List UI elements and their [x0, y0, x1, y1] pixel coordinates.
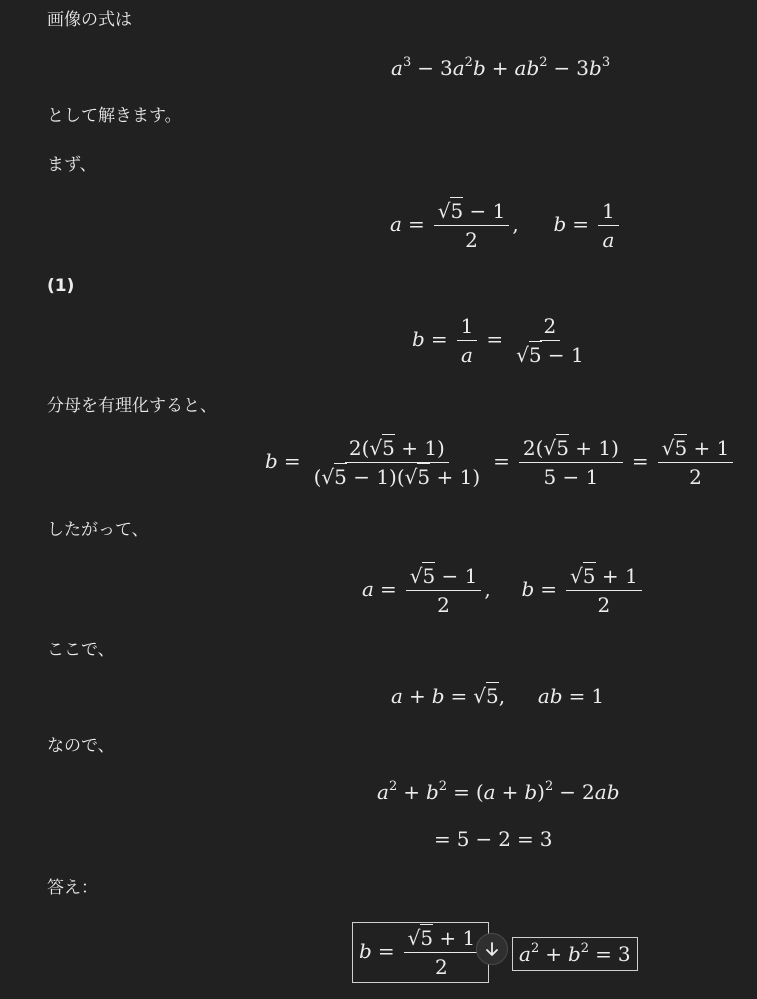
scroll-down-button[interactable] [476, 933, 508, 965]
answer-b-box: b = $\frac{√5 + 1}{2}$ [352, 922, 489, 983]
math-square-sum-line1: $a^2 + b^2 = (a + b)^2 - 2ab$ [377, 779, 620, 804]
text-rationalize: 分母を有理化すると、 [47, 396, 217, 416]
math-ab-values: a = $\frac{√5 - 1}{2}$ , b = $\frac{√5 + 1}{2}$ [362, 565, 645, 616]
math-sum-product: a + b = √5, ab = 1 [391, 684, 605, 708]
math-b-inverse: b = $\frac{1}{a}$ = $\frac{2}{√5 - 1}$ [412, 314, 584, 367]
text-therefore: したがって、 [47, 520, 149, 540]
math-ab-definition: a = $\frac{√5 - 1}{2}$ , b = $\frac{1}{a}$ [390, 200, 622, 251]
math-b-rationalized: b = $\frac{2(√5 + 1)}{(√5 - 1)(√5 + 1)}$ = $\frac{2(√5 + 1)}{5 - 1}$ = $\frac{√5 + 1}{2}$ [265, 437, 736, 488]
text-first: まず、 [47, 155, 97, 175]
arrow-down-icon [484, 941, 500, 957]
text-intro: 画像の式は [47, 10, 132, 30]
text-solve: として解きます。 [47, 106, 182, 126]
math-square-sum-line2: = 5 − 2 = 3 [434, 827, 553, 851]
text-so: なので、 [47, 736, 115, 756]
text-answer: 答え： [47, 878, 98, 898]
text-here: ここで、 [47, 640, 115, 660]
text-part1: (1) [47, 276, 75, 296]
answer-square-sum-box: $a^2 + b^2 = 3$ [512, 937, 638, 971]
math-expression: $a^3 - 3a^2b + ab^2 - 3b^3$ [391, 55, 611, 80]
